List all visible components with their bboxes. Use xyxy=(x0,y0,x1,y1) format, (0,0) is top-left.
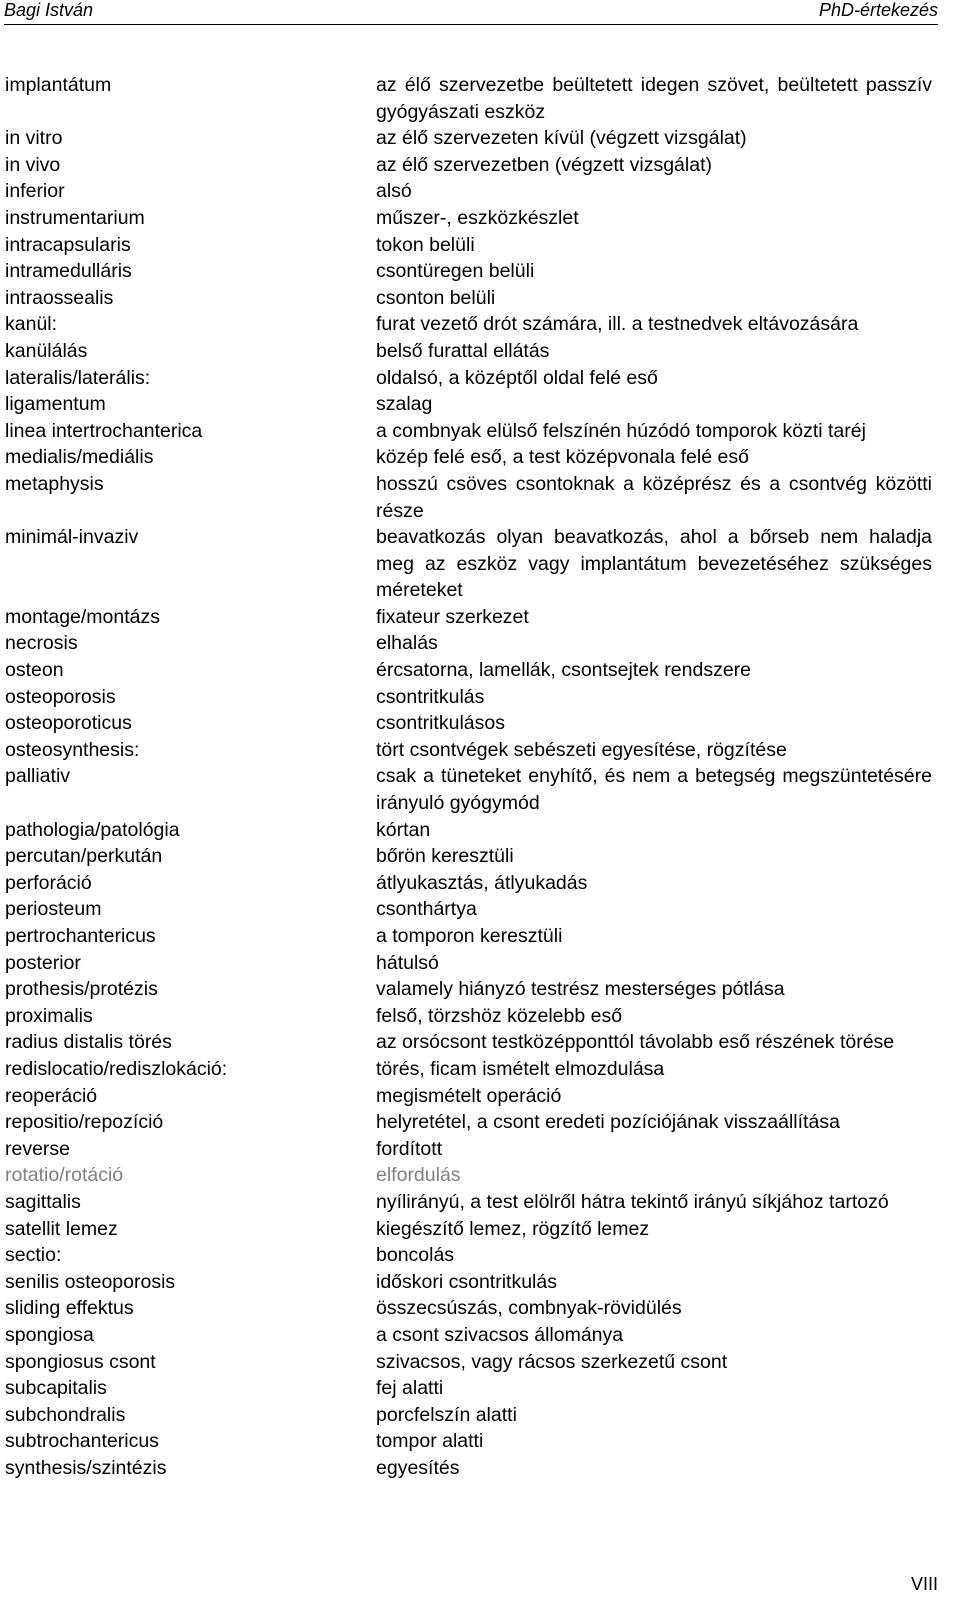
glossary-entry xyxy=(5,1029,932,1056)
glossary-term: subchondralis xyxy=(5,1403,126,1426)
glossary-definition: elhalás xyxy=(376,632,438,655)
glossary-term: redislocatio/rediszlokáció: xyxy=(5,1057,228,1080)
glossary-term: periosteum xyxy=(5,898,102,921)
glossary-definition: nyílirányú, a test elölről hátra tekintő irányú síkjához tartozó xyxy=(376,1190,889,1213)
glossary-term: in vivo xyxy=(5,153,61,176)
glossary-entry xyxy=(5,72,932,125)
glossary-term: linea intertrochanterica xyxy=(5,419,203,442)
glossary-term: satellit lemez xyxy=(5,1217,118,1240)
glossary-definition: tompor alatti xyxy=(376,1430,484,1453)
glossary-definition: boncolás xyxy=(376,1244,455,1267)
glossary-term: sagittalis xyxy=(5,1190,81,1213)
glossary-entry xyxy=(5,1003,932,1030)
glossary-term: spongiosa xyxy=(5,1323,94,1346)
glossary-definition: összecsúszás, combnyak-rövidülés xyxy=(376,1297,682,1320)
glossary-definition: fixateur szerkezet xyxy=(376,605,529,628)
glossary-entry xyxy=(5,843,932,870)
glossary-entry xyxy=(5,338,932,365)
glossary-definition: az orsócsont testközépponttól távolabb eső részének törése xyxy=(376,1031,895,1054)
glossary-entry xyxy=(5,604,932,631)
glossary-term: synthesis/szintézis xyxy=(5,1456,167,1479)
glossary-term: reoperáció xyxy=(5,1084,98,1107)
page-number: VIII xyxy=(910,1574,938,1594)
glossary-definition: ércsatorna, lamellák, csontsejtek rendszere xyxy=(376,659,752,682)
glossary-entry xyxy=(5,817,932,844)
glossary-entry xyxy=(5,737,932,764)
glossary-definition: megismételt operáció xyxy=(376,1084,562,1107)
glossary-entry xyxy=(5,1269,932,1296)
glossary-entry xyxy=(5,1242,932,1269)
glossary-term: subtrochantericus xyxy=(5,1430,159,1453)
glossary-entry xyxy=(5,1402,932,1429)
glossary-term: sectio: xyxy=(5,1244,62,1267)
glossary-definition: fordított xyxy=(376,1137,443,1160)
glossary-definition: tokon belüli xyxy=(376,233,475,256)
glossary-definition: egyesítés xyxy=(376,1456,460,1479)
glossary-term: osteon xyxy=(5,659,64,682)
glossary-definition: kiegészítő lemez, rögzítő lemez xyxy=(376,1217,650,1240)
glossary-term: montage/montázs xyxy=(5,605,161,628)
glossary-term: pathologia/patológia xyxy=(5,818,180,841)
glossary-definition: az élő szervezetbe beültetett idegen szövet, beültetett passzív gyógyászati eszköz xyxy=(376,74,932,123)
glossary-term: prothesis/protézis xyxy=(5,978,158,1001)
glossary-term: kanülálás xyxy=(5,339,88,362)
glossary-definition: csak a tüneteket enyhítő, és nem a betegség megszüntetésére irányuló gyógymód xyxy=(376,765,932,815)
glossary-definition: beavatkozás olyan beavatkozás, ahol a bőrseb nem haladja meg az eszköz vagy implantátum bevezetéséhez szükséges méreteket xyxy=(376,526,932,602)
page-header xyxy=(4,0,938,25)
glossary-entry xyxy=(5,950,932,977)
glossary-definition: furat vezető drót számára, ill. a testnedvek eltávozására xyxy=(376,313,859,336)
glossary-term: osteoporosis xyxy=(5,685,116,708)
glossary-entry xyxy=(5,870,932,897)
glossary-term: spongiosus csont xyxy=(5,1350,156,1373)
glossary-entry xyxy=(5,258,932,285)
glossary-definition: szalag xyxy=(376,393,433,416)
glossary-term: palliativ xyxy=(5,765,71,788)
glossary-definition: porcfelszín alatti xyxy=(376,1403,517,1426)
glossary-term: pertrochantericus xyxy=(5,925,156,947)
glossary-entry xyxy=(5,1322,932,1349)
glossary-term: percutan/perkután xyxy=(5,845,163,868)
header-author: Bagi István xyxy=(4,0,94,20)
glossary-entry xyxy=(5,1083,932,1110)
glossary-entry xyxy=(5,205,932,232)
glossary-entry xyxy=(5,976,932,1003)
glossary-definition: hosszú csöves csontoknak a középrész és a csontvég közötti része xyxy=(376,472,932,522)
glossary-entry xyxy=(5,125,932,152)
glossary-term: osteosynthesis: xyxy=(5,738,140,761)
glossary-term: posterior xyxy=(5,951,81,974)
glossary-term: rotatio/rotáció xyxy=(5,1164,124,1187)
glossary-entry xyxy=(5,152,932,179)
glossary-term: metaphysis xyxy=(5,472,104,495)
glossary-entry xyxy=(5,1136,932,1163)
glossary-entry xyxy=(5,1295,932,1322)
glossary-entry xyxy=(5,684,932,711)
glossary-entry xyxy=(5,471,932,524)
glossary-definition: közép felé eső, a test középvonala felé eső xyxy=(376,446,749,469)
glossary-definition: alsó xyxy=(376,180,412,203)
glossary-entry xyxy=(5,311,932,338)
glossary-entry xyxy=(5,896,932,923)
glossary-definition: a csont szivacsos állománya xyxy=(376,1323,624,1346)
glossary-entry xyxy=(5,1455,932,1482)
glossary-entry xyxy=(5,1375,932,1402)
header-document-type: PhD-értekezés xyxy=(818,0,938,20)
glossary-entry xyxy=(5,285,932,312)
glossary-definition: a combnyak elülső felszínén húzódó tomporok közti taréj xyxy=(376,419,866,442)
glossary-entry xyxy=(5,923,932,950)
glossary-term: inferior xyxy=(5,180,65,203)
glossary-entry xyxy=(5,657,932,684)
glossary-entry xyxy=(5,418,932,445)
glossary-definition: a tomporon keresztüli xyxy=(376,925,563,947)
glossary-definition: csontüregen belüli xyxy=(376,260,535,283)
glossary-entry xyxy=(5,710,932,737)
glossary-term: necrosis xyxy=(5,632,78,655)
glossary-term: medialis/mediális xyxy=(5,446,154,469)
glossary-entry xyxy=(5,1189,932,1216)
glossary-entry xyxy=(5,232,932,259)
glossary-entry xyxy=(5,630,932,657)
glossary-entry xyxy=(5,365,932,392)
glossary-term: radius distalis törés xyxy=(5,1031,172,1054)
glossary-definition: tört csontvégek sebészeti egyesítése, rögzítése xyxy=(376,738,787,761)
glossary-definition: időskori csontritkulás xyxy=(376,1270,557,1293)
glossary-definition: bőrön keresztüli xyxy=(376,845,514,868)
glossary-list xyxy=(5,72,932,1481)
glossary-definition: felső, törzshöz közelebb eső xyxy=(376,1004,623,1027)
glossary-term: sliding effektus xyxy=(5,1297,134,1320)
glossary-term: perforáció xyxy=(5,871,92,894)
glossary-definition: valamely hiányzó testrész mesterséges pótlása xyxy=(376,978,785,1001)
glossary-definition: csontritkulásos xyxy=(376,712,505,735)
glossary-entry xyxy=(5,1109,932,1136)
glossary-definition: szivacsos, vagy rácsos szerkezetű csont xyxy=(376,1350,728,1373)
glossary-entry xyxy=(5,178,932,205)
glossary-entry xyxy=(5,1349,932,1376)
glossary-term: reverse xyxy=(5,1137,71,1160)
glossary-definition: csonthártya xyxy=(376,898,477,921)
glossary-definition: az élő szervezeten kívül (végzett vizsgálat) xyxy=(376,127,747,150)
glossary-term: intramedulláris xyxy=(5,260,132,283)
glossary-definition: fej alatti xyxy=(376,1377,444,1400)
glossary-definition: átlyukasztás, átlyukadás xyxy=(376,871,588,894)
glossary-entry xyxy=(5,1162,932,1189)
glossary-definition: helyretétel, a csont eredeti pozíciójának visszaállítása xyxy=(376,1111,840,1134)
glossary-definition: oldalsó, a középtől oldal felé eső xyxy=(376,366,658,389)
glossary-term: senilis osteoporosis xyxy=(5,1270,176,1293)
glossary-term: lateralis/laterális: xyxy=(5,366,151,389)
glossary-definition: törés, ficam ismételt elmozdulása xyxy=(376,1057,665,1080)
glossary-definition: csonton belüli xyxy=(376,286,496,309)
glossary-definition: belső furattal ellátás xyxy=(376,339,550,362)
glossary-term: repositio/repozíció xyxy=(5,1111,164,1134)
glossary-definition: hátulsó xyxy=(376,951,439,974)
glossary-entry xyxy=(5,1216,932,1243)
glossary-definition: műszer-, eszközkészlet xyxy=(376,206,579,229)
glossary-entry xyxy=(5,1428,932,1455)
glossary-term: intraossealis xyxy=(5,286,114,309)
glossary-term: ligamentum xyxy=(5,393,106,416)
glossary-entry xyxy=(5,524,932,604)
glossary-term: implantátum xyxy=(5,74,112,96)
glossary-term: in vitro xyxy=(5,127,63,150)
glossary-term: intracapsularis xyxy=(5,233,131,256)
glossary-term: proximalis xyxy=(5,1004,93,1027)
glossary-definition: csontritkulás xyxy=(376,685,485,708)
glossary-definition: kórtan xyxy=(376,818,431,841)
glossary-entry xyxy=(5,391,932,418)
glossary-term: osteoporoticus xyxy=(5,712,132,735)
glossary-entry xyxy=(5,763,932,816)
glossary-term: subcapitalis xyxy=(5,1377,107,1400)
glossary-term: instrumentarium xyxy=(5,206,145,229)
glossary-definition: elfordulás xyxy=(376,1164,461,1187)
glossary-definition: az élő szervezetben (végzett vizsgálat) xyxy=(376,153,712,176)
glossary-term: minimál-invaziv xyxy=(5,526,139,549)
glossary-entry xyxy=(5,444,932,471)
glossary-entry xyxy=(5,1056,932,1083)
glossary-term: kanül: xyxy=(5,313,58,336)
